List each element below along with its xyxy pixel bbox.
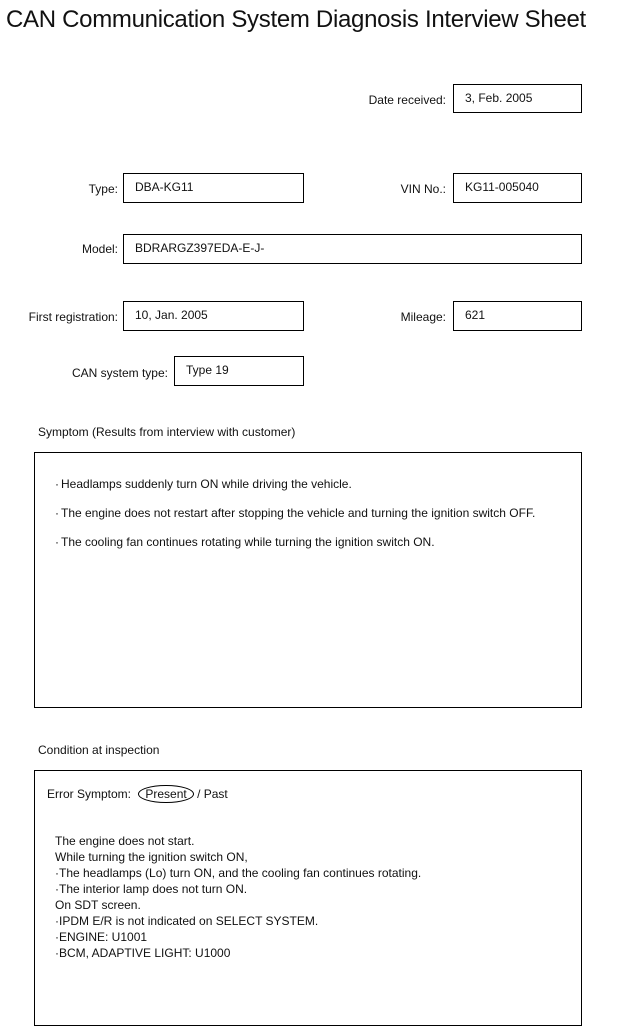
symptom-item: · Headlamps suddenly turn ON while driving the vehicle. (55, 473, 561, 495)
error-symptom-row (47, 785, 228, 803)
model-label: Model: (81, 242, 118, 256)
error-symptom-label: Error Symptom: (47, 787, 132, 801)
page-title: CAN Communication System Diagnosis Interview Sheet (6, 6, 586, 33)
date-received-field[interactable]: 3, Feb. 2005 (453, 84, 582, 113)
model-field[interactable]: BDRARGZ397EDA-E-J- (123, 234, 582, 264)
vin-field[interactable]: KG11-005040 (453, 173, 582, 203)
symptom-list (55, 473, 561, 560)
past-option: / Past (197, 787, 228, 801)
symptom-panel (34, 452, 582, 708)
date-received-label: Date received: (368, 93, 446, 107)
condition-line: · The interior lamp does not turn ON. (55, 881, 421, 897)
first-registration-label: First registration: (28, 310, 118, 324)
symptom-item: · The cooling fan continues rotating while turning the ignition switch ON. (55, 531, 561, 553)
condition-line: · IPDM E/R is not indicated on SELECT SYSTEM. (55, 913, 421, 929)
present-option-circled: Present (138, 785, 193, 803)
condition-line: · The headlamps (Lo) turn ON, and the cooling fan continues rotating. (55, 865, 421, 881)
first-registration-field[interactable]: 10, Jan. 2005 (123, 301, 304, 331)
can-system-type-field[interactable]: Type 19 (174, 356, 304, 386)
vin-label: VIN No.: (400, 182, 446, 196)
symptom-item: · The engine does not restart after stopping the vehicle and turning the ignition switch OFF. (55, 502, 561, 524)
condition-line: · ENGINE: U1001 (55, 929, 421, 945)
condition-line: The engine does not start. (55, 834, 195, 848)
mileage-label: Mileage: (400, 310, 446, 324)
type-label: Type: (88, 182, 118, 196)
mileage-field[interactable]: 621 (453, 301, 582, 331)
condition-line: While turning the ignition switch ON, (55, 850, 248, 864)
condition-line: On SDT screen. (55, 898, 141, 912)
condition-lines (55, 833, 421, 961)
can-system-type-label: CAN system type: (71, 366, 168, 380)
condition-panel (34, 770, 582, 1026)
symptom-heading: Symptom (Results from interview with customer) (38, 425, 296, 439)
type-field[interactable]: DBA-KG11 (123, 173, 304, 203)
condition-line: · BCM, ADAPTIVE LIGHT: U1000 (55, 945, 421, 961)
condition-heading: Condition at inspection (38, 743, 160, 757)
